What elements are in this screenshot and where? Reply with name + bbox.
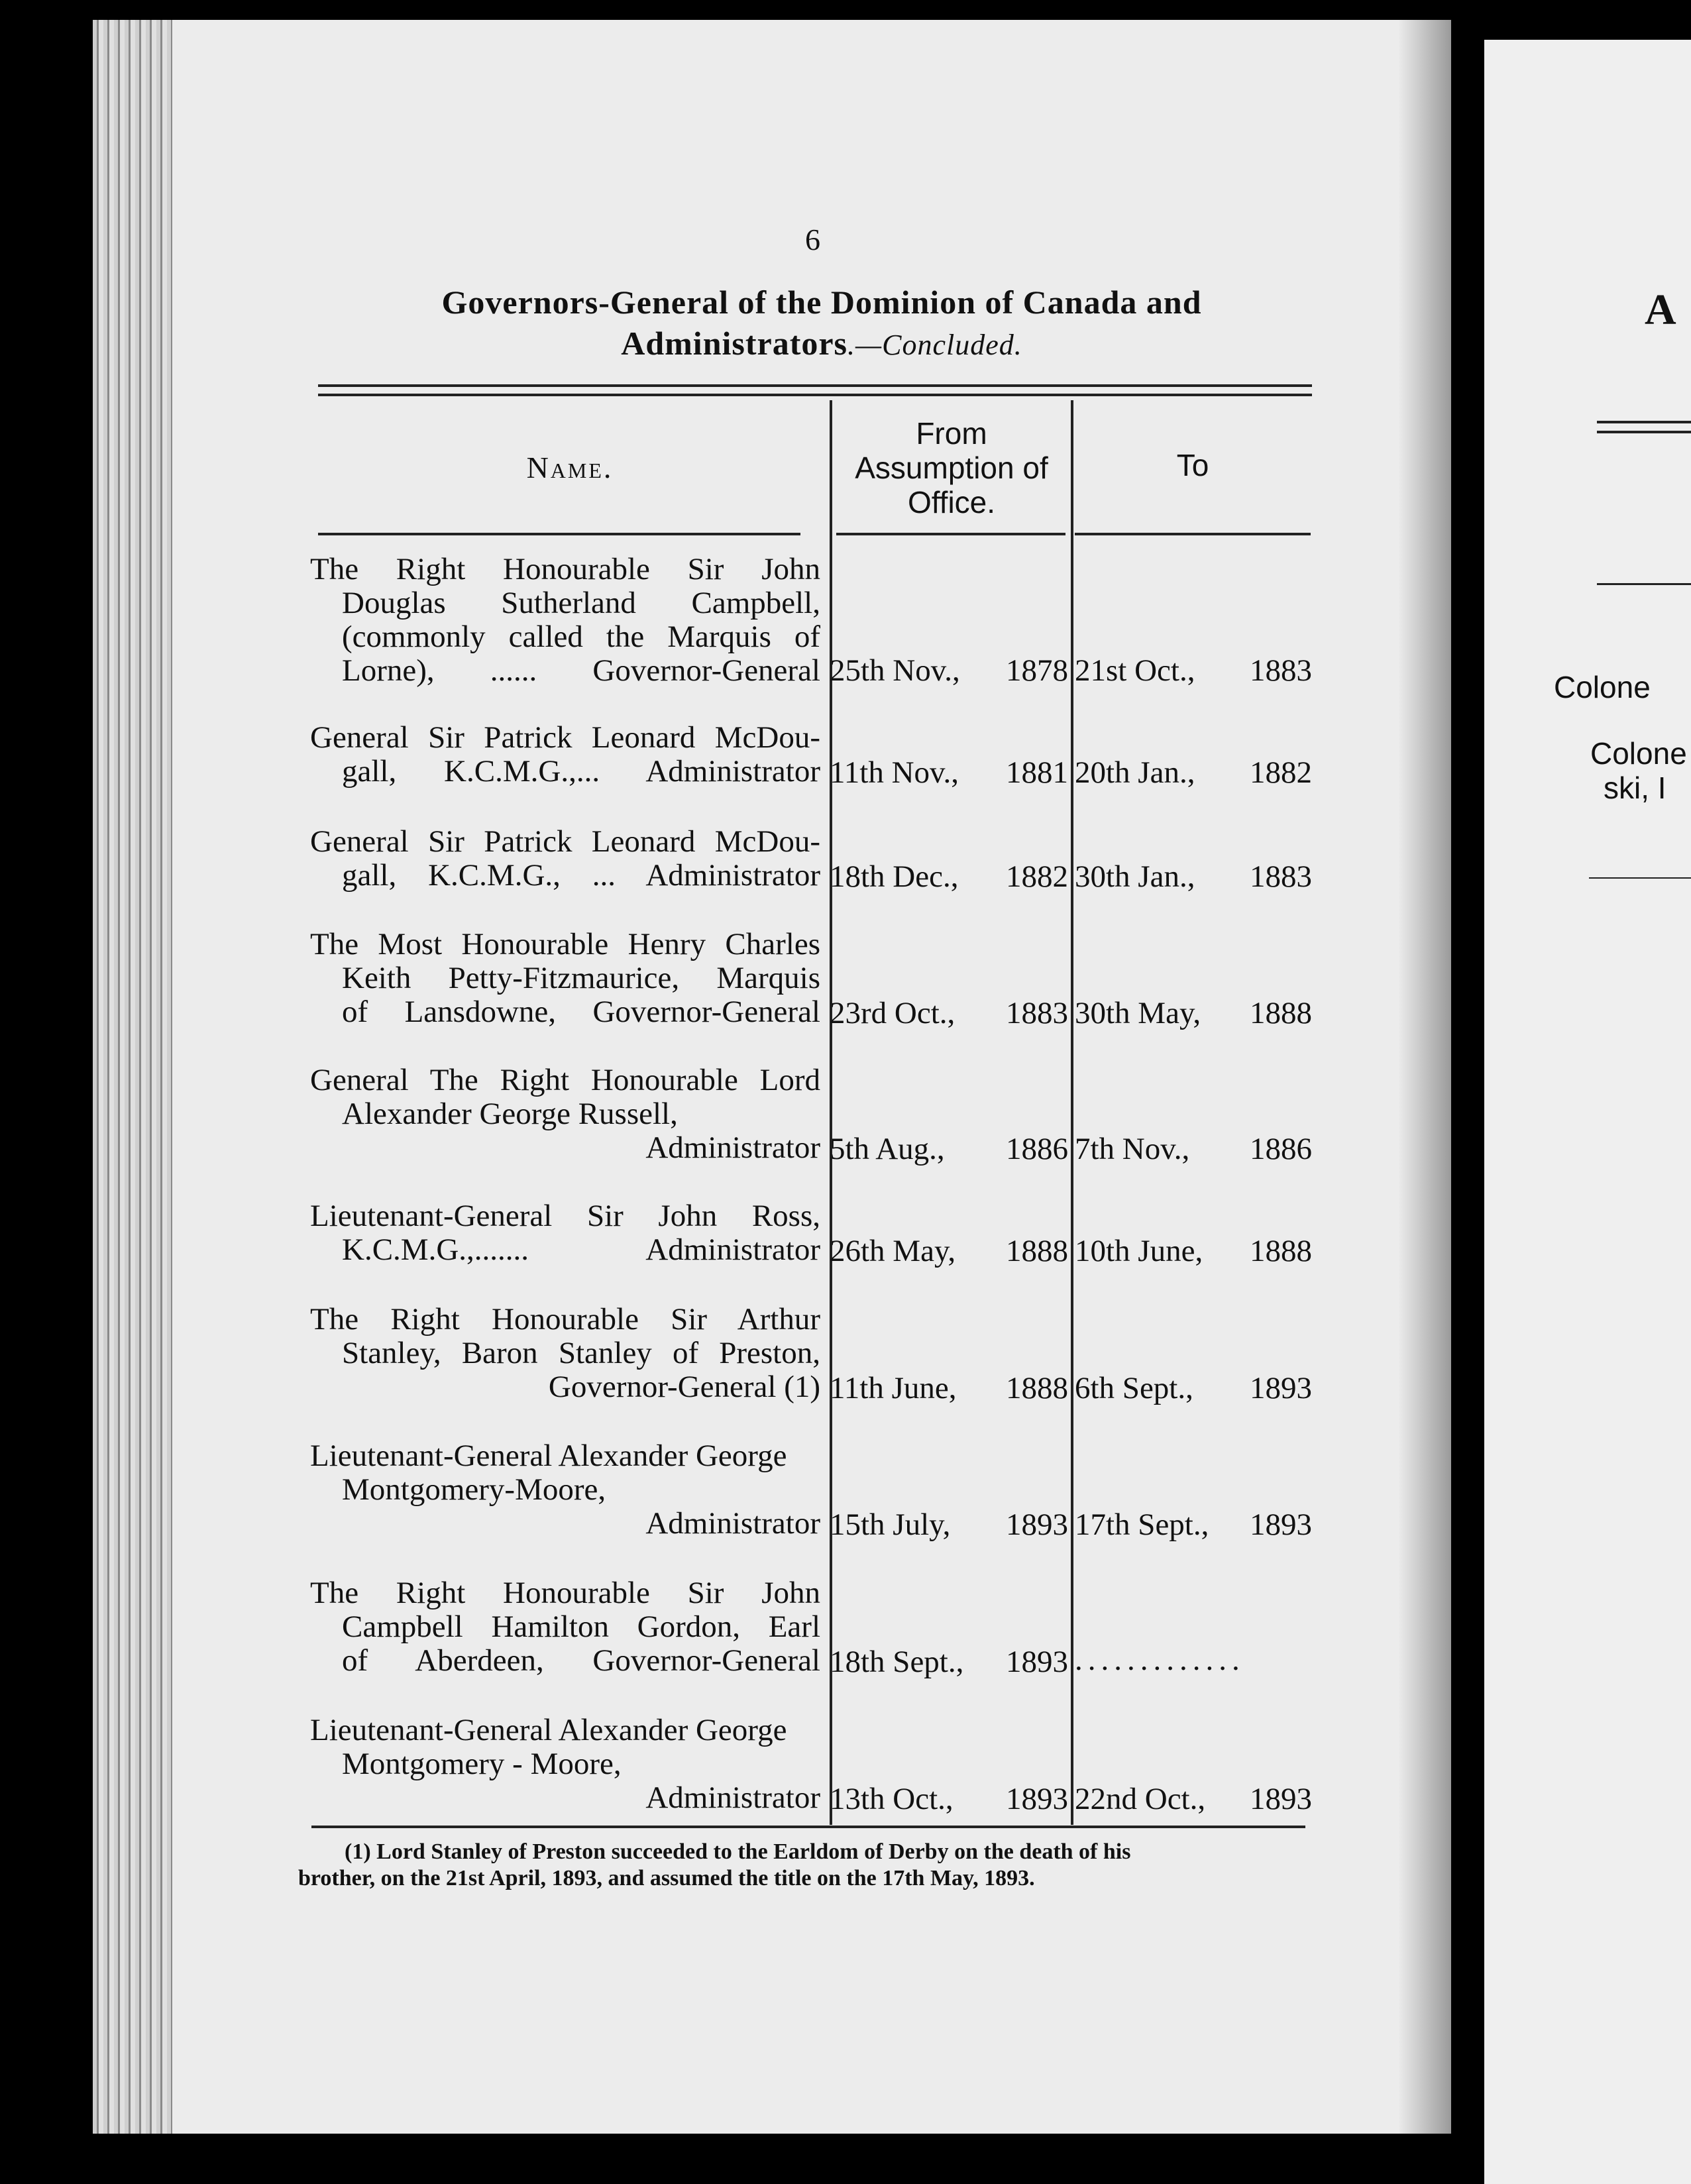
column-header-name: Name. xyxy=(526,451,614,484)
bottom-rule xyxy=(311,1826,1305,1828)
header-rule xyxy=(1075,533,1311,535)
from-date: 5th Aug., 1886 xyxy=(830,1132,1068,1166)
page-number: 6 xyxy=(805,223,820,256)
table-row: General Sir Patrick Leonard McDou- gall, K.C.M.G.,... Administrator xyxy=(310,720,820,789)
title-line-1: Governors-General of the Dominion of Canada and xyxy=(441,284,1202,321)
page-title xyxy=(305,282,1338,366)
gutter-shadow xyxy=(1398,20,1451,2134)
to-date: 20th Jan., 1882 xyxy=(1075,755,1312,790)
table-row: The Most Honourable Henry Charles Keith Petty-Fitzmaurice, Marquis of Lansdowne, Governor-General xyxy=(310,927,820,1029)
page-edge xyxy=(93,20,172,2134)
title-line-2: Administrators.—Concluded. xyxy=(621,325,1022,362)
right-page-text: Colone xyxy=(1590,736,1687,771)
right-page xyxy=(1484,40,1691,2184)
header-rule xyxy=(836,533,1065,535)
from-date: 13th Oct., 1893 xyxy=(830,1782,1068,1816)
to-date: 17th Sept., 1893 xyxy=(1075,1507,1312,1542)
table-row: The Right Honourable Sir John Douglas Sutherland Campbell, (commonly called the Marquis of Lorne), ...... Governor-General xyxy=(310,552,820,688)
to-date-blank: ............. xyxy=(1075,1643,1245,1677)
right-page-text: ski, I xyxy=(1604,771,1666,805)
right-page-text: Colone xyxy=(1554,670,1651,704)
right-page-title: A xyxy=(1645,286,1676,334)
column-header-to: To xyxy=(1176,448,1209,482)
from-date: 11th June, 1888 xyxy=(830,1371,1068,1405)
table-row: Lieutenant-General Alexander George Montgomery - Moore, Administrator xyxy=(310,1713,820,1815)
right-page-rule xyxy=(1597,421,1691,423)
from-date: 23rd Oct., 1883 xyxy=(830,996,1068,1030)
right-page-rule xyxy=(1597,431,1691,433)
top-rule xyxy=(318,384,1312,387)
table-row: Lieutenant-General Alexander George Montgomery-Moore, Administrator xyxy=(310,1439,820,1541)
to-date: 30th Jan., 1883 xyxy=(1075,859,1312,894)
to-date: 22nd Oct., 1893 xyxy=(1075,1782,1312,1816)
from-date: 15th July, 1893 xyxy=(830,1507,1068,1542)
to-date: 30th May, 1888 xyxy=(1075,996,1312,1030)
table-row: General Sir Patrick Leonard McDou- gall, K.C.M.G., ... Administrator xyxy=(310,824,820,893)
to-date: 6th Sept., 1893 xyxy=(1075,1371,1312,1405)
table-row: General The Right Honourable Lord Alexander George Russell, Administrator xyxy=(310,1063,820,1165)
right-page-rule xyxy=(1589,877,1691,879)
to-date: 10th June, 1888 xyxy=(1075,1234,1312,1268)
to-date: 21st Oct., 1883 xyxy=(1075,653,1312,688)
footnote: (1) Lord Stanley of Preston succeeded to the Earldom of Derby on the death of his brother, on the 21st April, 1893, and assumed the title on the 17th May, 1893. xyxy=(298,1839,1131,1890)
from-date: 25th Nov., 1878 xyxy=(830,653,1068,688)
from-date: 11th Nov., 1881 xyxy=(830,755,1068,790)
table-row: Lieutenant-General Sir John Ross, K.C.M.G.,....... Administrator xyxy=(310,1199,820,1267)
table-row: The Right Honourable Sir John Campbell Hamilton Gordon, Earl of Aberdeen, Governor-General xyxy=(310,1576,820,1678)
top-rule xyxy=(318,394,1312,396)
table-row: The Right Honourable Sir Arthur Stanley, Baron Stanley of Preston, Governor-General (1) xyxy=(310,1302,820,1404)
title-concluded: .—Concluded. xyxy=(847,329,1022,361)
header-rule xyxy=(318,533,800,535)
column-divider xyxy=(830,400,832,1825)
from-date: 18th Dec., 1882 xyxy=(830,859,1068,894)
column-divider xyxy=(1071,400,1073,1825)
right-page-rule xyxy=(1597,583,1691,585)
from-date: 26th May, 1888 xyxy=(830,1234,1068,1268)
column-header-from: From Assumption of Office. xyxy=(855,416,1048,519)
to-date: 7th Nov., 1886 xyxy=(1075,1132,1312,1166)
from-date: 18th Sept., 1893 xyxy=(830,1645,1068,1679)
